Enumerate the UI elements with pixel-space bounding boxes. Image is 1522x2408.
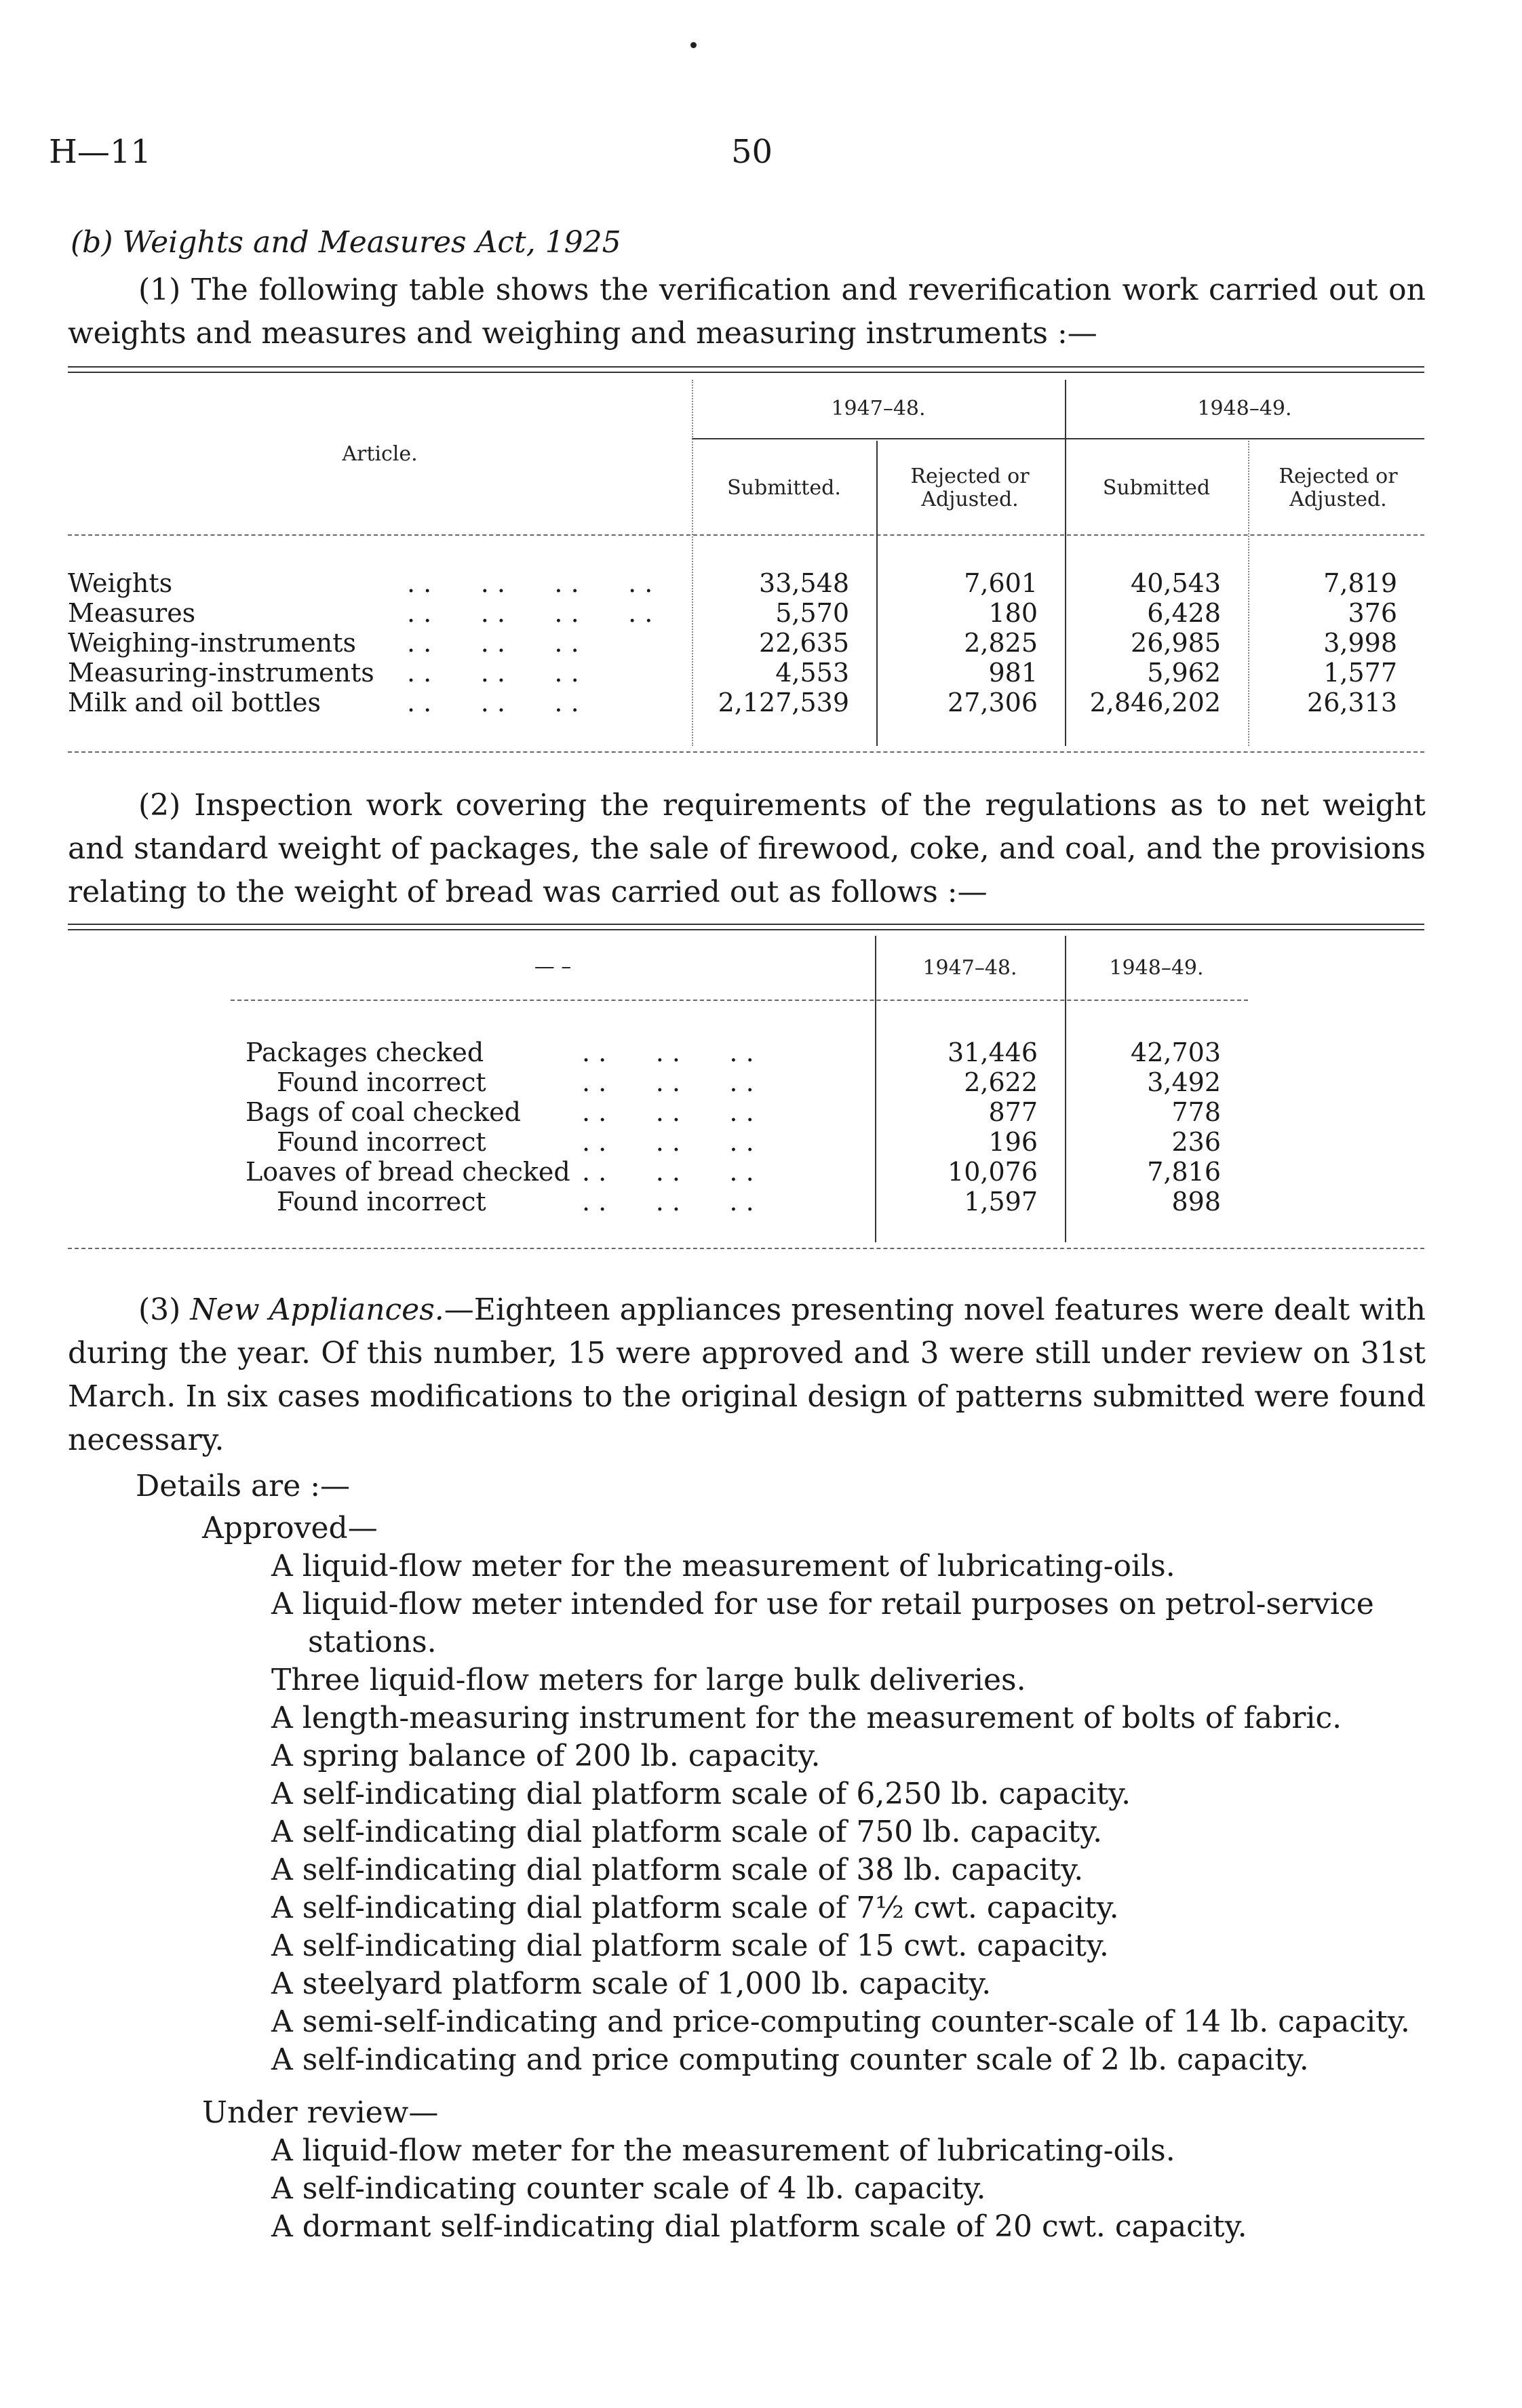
table-row: [68, 658, 1424, 688]
leader-dots: . . . . . .: [582, 1067, 754, 1097]
table1-submitted-1947: 4,553: [775, 658, 849, 688]
table2-value-1947: 1,597: [964, 1187, 1038, 1217]
page-number: 50: [731, 133, 773, 171]
table1-rejected-1947: 27,306: [948, 688, 1038, 717]
table2-value-1948: 42,703: [1131, 1038, 1221, 1067]
table1-article: Weights: [68, 568, 173, 598]
table2-value-1948: 3,492: [1147, 1067, 1221, 1097]
table1-rejected-1948: 3,998: [1323, 628, 1397, 658]
table1-rejected-1947: 981: [988, 658, 1038, 688]
list-item: A self-indicating dial platform scale of 6,250 lb. capacity.: [271, 1777, 1131, 1811]
under-review-list: [271, 2132, 1424, 2246]
table1-submitted-1948: 26,985: [1131, 628, 1221, 658]
list-item: A self-indicating and price computing counter scale of 2 lb. capacity.: [271, 2042, 1309, 2077]
table1-col-submitted-2: Submitted: [1102, 476, 1211, 500]
list-item: A liquid-flow meter for the measurement of lubricating-oils.: [271, 1549, 1175, 1583]
leader-dots: . . . . . .: [582, 1097, 754, 1127]
stray-mark: [690, 42, 697, 48]
table1-submitted-1947: 2,127,539: [718, 688, 849, 717]
table2-value-1948: 7,816: [1147, 1157, 1221, 1187]
table2-label: Found incorrect: [277, 1187, 486, 1217]
list-item: Three liquid-flow meters for large bulk deliveries.: [271, 1663, 1026, 1697]
table1-article: Measuring-instruments: [68, 658, 374, 688]
table2-value-1948: 778: [1171, 1097, 1221, 1127]
table1-rejected-1948: 376: [1348, 598, 1397, 628]
table-row: [68, 598, 1424, 628]
table1-submitted-1948: 2,846,202: [1089, 688, 1221, 717]
table1-rejected-1947: 7,601: [964, 568, 1038, 598]
table2-col-blank: — –: [534, 955, 572, 979]
table2-top-rule-2: [68, 929, 1424, 930]
table1-rejected-1948: 7,819: [1323, 568, 1397, 598]
leader-dots: . . . . . .: [407, 628, 579, 658]
approved-label: Approved—: [202, 1511, 378, 1545]
table2-value-1947: 2,622: [964, 1067, 1038, 1097]
table1-rejected-1947: 2,825: [964, 628, 1038, 658]
table1-year2: 1948–49.: [1197, 397, 1292, 420]
table1-head-rule: [68, 534, 1424, 536]
table2-label: Packages checked: [246, 1038, 484, 1067]
table1-submitted-1948: 40,543: [1131, 568, 1221, 598]
list-item: A self-indicating counter scale of 4 lb. capacity.: [271, 2171, 986, 2206]
table-row: [246, 1157, 1248, 1187]
leader-dots: . . . . . .: [582, 1157, 754, 1187]
paragraph-3-lead: (3): [138, 1292, 191, 1327]
document-reference: H—11: [49, 133, 151, 171]
table2-label: Found incorrect: [277, 1127, 486, 1157]
table2-label: Loaves of bread checked: [246, 1157, 570, 1187]
leader-dots: . . . . . .: [582, 1127, 754, 1157]
table1-submitted-1947: 5,570: [775, 598, 849, 628]
table1-submitted-1947: 33,548: [759, 568, 849, 598]
table-row: [246, 1127, 1248, 1157]
table1-top-rule: [68, 366, 1424, 368]
paragraph-3-title: New Appliances.: [190, 1292, 444, 1327]
table1-article: Milk and oil bottles: [68, 688, 321, 717]
list-item: A self-indicating dial platform scale of 15 cwt. capacity.: [271, 1929, 1109, 1963]
leader-dots: . . . . . .: [407, 658, 579, 688]
table2-bottom-rule: [68, 1248, 1424, 1249]
list-item: A liquid-flow meter for the measurement of lubricating-oils.: [271, 2133, 1175, 2168]
table-row: [246, 1187, 1248, 1217]
table1-submitted-1947: 22,635: [759, 628, 849, 658]
table1-submitted-1948: 5,962: [1147, 658, 1221, 688]
leader-dots: . . . . . . . .: [407, 598, 653, 628]
list-item: A self-indicating dial platform scale of 750 lb. capacity.: [271, 1815, 1103, 1849]
table1-body: [68, 568, 1424, 717]
table1-year-rule: [692, 438, 1424, 439]
table-row: [68, 688, 1424, 717]
list-item: A dormant self-indicating dial platform scale of 20 cwt. capacity.: [271, 2209, 1247, 2244]
table2-year2: 1948–49.: [1109, 956, 1204, 980]
leader-dots: . . . . . .: [582, 1038, 754, 1067]
table2-head-rule: [231, 1000, 1248, 1001]
table1-rejected-1948: 1,577: [1323, 658, 1397, 688]
table1-article: Weighing-instruments: [68, 628, 356, 658]
table2-label: Found incorrect: [277, 1067, 486, 1097]
table2-top-rule: [68, 924, 1424, 925]
table-row: [246, 1038, 1248, 1067]
table1-submitted-1948: 6,428: [1147, 598, 1221, 628]
table1-rejected-1948: 26,313: [1307, 688, 1397, 717]
paragraph-3-text: —Eighteen appliances presenting novel features were dealt with during the year. Of this number, 15 were approved and 3 were still under review on 31st March. In six cases modifications to the original design of patterns submitted were found necessary.: [68, 1292, 1426, 1457]
section-title: (b) Weights and Measures Act, 1925: [71, 225, 621, 260]
leader-dots: . . . . . . . .: [407, 568, 653, 598]
list-item: A length-measuring instrument for the measurement of bolts of fabric.: [271, 1701, 1342, 1735]
list-item: A liquid-flow meter intended for use for retail purposes on petrol-service stations.: [271, 1587, 1374, 1659]
table1-col-submitted-1: Submitted.: [727, 476, 841, 500]
list-item: A self-indicating dial platform scale of 7½ cwt. capacity.: [271, 1891, 1119, 1925]
table2-year1: 1947–48.: [922, 956, 1017, 980]
list-item: A semi-self-indicating and price-computing counter-scale of 14 lb. capacity.: [271, 2005, 1410, 2039]
table1-col-rejected-1: Rejected or Adjusted.: [910, 465, 1030, 511]
table2-value-1948: 236: [1171, 1127, 1221, 1157]
paragraph-2: (2) Inspection work covering the requirements of the regulations as to net weight and standard weight of packages, the sale of firewood, coke, and coal, and the provisions relating to the weight of bread was carried out as follows :—: [68, 788, 1426, 909]
leader-dots: . . . . . .: [407, 688, 579, 717]
table2-value-1947: 31,446: [948, 1038, 1038, 1067]
table-row: [246, 1097, 1248, 1127]
table2-value-1948: 898: [1171, 1187, 1221, 1217]
table-row: [246, 1067, 1248, 1097]
table-row: [68, 568, 1424, 598]
list-item: A steelyard platform scale of 1,000 lb. capacity.: [271, 1967, 992, 2001]
paragraph-3: [68, 1288, 1426, 1462]
table1-article: Measures: [68, 598, 196, 628]
table2-value-1947: 10,076: [948, 1157, 1038, 1187]
table-row: [68, 628, 1424, 658]
table2-value-1947: 196: [988, 1127, 1038, 1157]
table2-value-1947: 877: [988, 1097, 1038, 1127]
details-label: Details are :—: [136, 1469, 351, 1503]
table1-top-rule-2: [68, 372, 1424, 373]
leader-dots: . . . . . .: [582, 1187, 754, 1217]
table2-label: Bags of coal checked: [246, 1097, 521, 1127]
table1-col-article: Article.: [342, 442, 418, 466]
under-review-label: Under review—: [202, 2095, 439, 2130]
approved-list: [271, 1547, 1424, 2079]
list-item: A spring balance of 200 lb. capacity.: [271, 1739, 821, 1773]
table1-rejected-1947: 180: [988, 598, 1038, 628]
section-intro: (1) The following table shows the verification and reverification work carried out on weights and measures and weighing and measuring instruments :—: [68, 273, 1426, 351]
table1-col-rejected-2: Rejected or Adjusted.: [1279, 465, 1398, 511]
table1-bottom-rule: [68, 751, 1424, 753]
list-item: A self-indicating dial platform scale of 38 lb. capacity.: [271, 1853, 1084, 1887]
table1-year1: 1947–48.: [831, 397, 926, 420]
table2-body: [246, 1038, 1248, 1217]
